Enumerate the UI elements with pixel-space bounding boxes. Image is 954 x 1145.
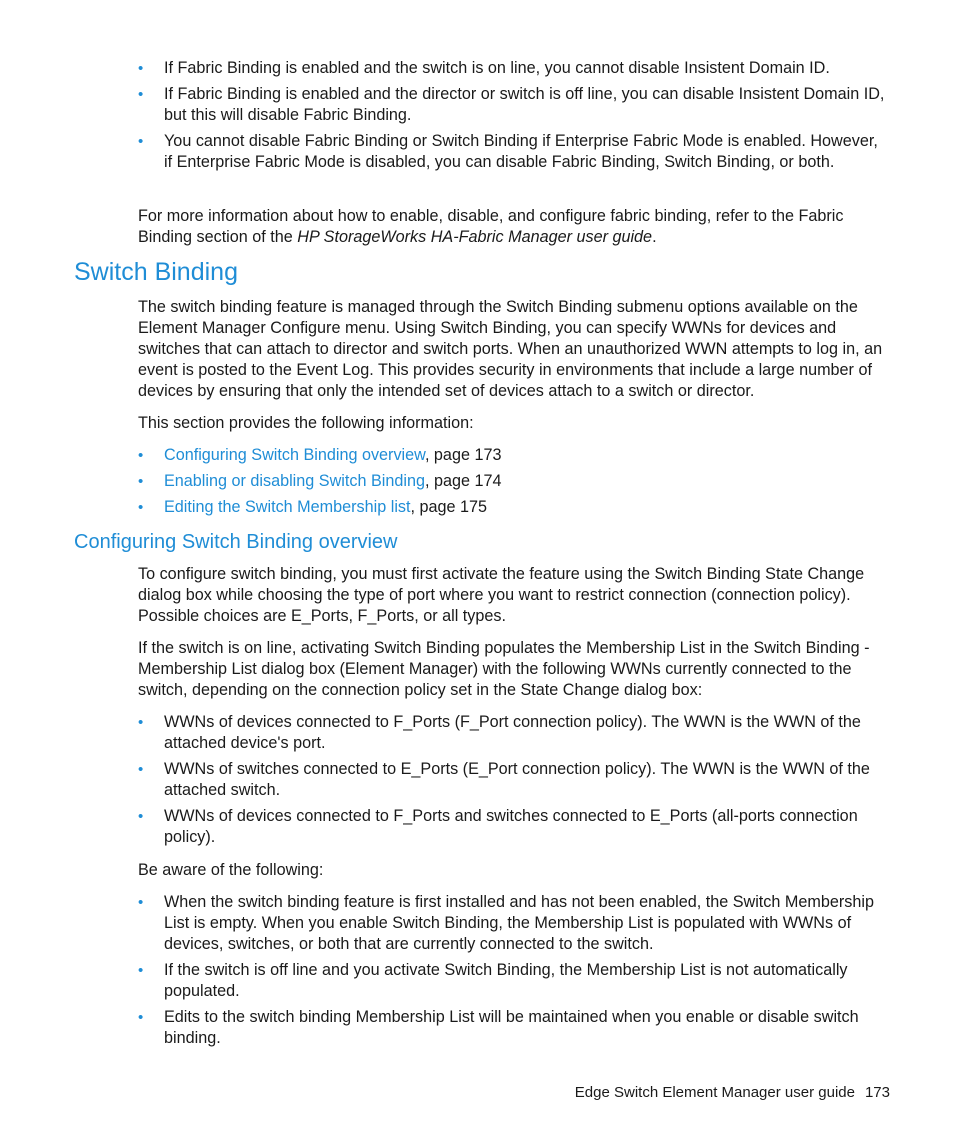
list-item: • Edits to the switch binding Membership List will be maintained when you enable or disable switch binding. (138, 1008, 859, 1047)
aware-bullet-list (138, 892, 890, 1049)
overview-para-2: If the switch is on line, activating Switch Binding populates the Membership List in the Switch Binding - Membership List dialog box (Element Manager) with the following WWNs currently connected to the switch, depending on the connection policy set in the State Change dialog box: (138, 639, 870, 699)
list-item: • If the switch is off line and you activate Switch Binding, the Membership List is not automatically populated. (138, 961, 848, 1000)
list-item: • When the switch binding feature is first installed and has not been enabled, the Switch Membership List is empty. When you enable Switch Binding, the Membership List is populated with WWNs of devices, switches, or both that are currently connected to the switch. (138, 893, 874, 953)
top-bullet-list (138, 58, 890, 173)
bullet-icon: • (138, 1009, 144, 1026)
overview-para-1: To configure switch binding, you must first activate the feature using the Switch Binding State Change dialog box while choosing the type of port where you want to restrict connection (connection policy). Possible choices are E_Ports, F_Ports, or all types. (138, 565, 865, 625)
bullet-icon: • (138, 962, 144, 979)
bullet-icon: • (138, 894, 144, 911)
aware-bullets (138, 892, 890, 1054)
link-editing-membership[interactable]: Editing the Switch Membership list (164, 498, 411, 516)
bullet-icon: • (138, 714, 144, 731)
overview-heading: Configuring Switch Binding overview (74, 531, 398, 553)
bullet-icon: • (138, 808, 144, 825)
wwn-bullet-list (138, 712, 890, 848)
link-list (138, 445, 890, 518)
list-item: • Enabling or disabling Switch Binding, page 174 (138, 472, 502, 490)
list-item: • If Fabric Binding is enabled and the switch is on line, you cannot disable Insistent Domain ID. (138, 59, 830, 77)
switch-binding-intro: The switch binding feature is managed through the Switch Binding submenu options available on the Element Manager Configure menu. Using Switch Binding, you can specify WWNs for devices and switches that can attach to director and switch ports. When an unauthorized WWN attempts to log in, an event is posted to the Event Log. This provides security in environments that include a large number of devices by ensuring that only the intended set of devices attach to a switch or director. (138, 298, 883, 400)
aware-lead: Be aware of the following: (138, 861, 324, 879)
switch-binding-heading: Switch Binding (74, 258, 238, 286)
guide-title: HP StorageWorks HA-Fabric Manager user guide (297, 228, 653, 246)
link-configuring-overview[interactable]: Configuring Switch Binding overview (164, 446, 425, 464)
list-item: • WWNs of devices connected to F_Ports (F_Port connection policy). The WWN is the WWN of the attached device's port. (138, 713, 861, 752)
bullet-icon: • (138, 86, 144, 103)
list-item: • WWNs of devices connected to F_Ports and switches connected to E_Ports (all-ports connection policy). (138, 807, 858, 846)
more-info-paragraph: For more information about how to enable, disable, and configure fabric binding, refer to the Fabric Binding section of the HP StorageWorks HA-Fabric Manager user guide. (138, 207, 844, 246)
page-footer (500, 1083, 890, 1103)
list-item: • Editing the Switch Membership list, page 175 (138, 498, 488, 516)
bullet-icon: • (138, 761, 144, 778)
bullet-icon: • (138, 447, 144, 464)
list-item: • Configuring Switch Binding overview, page 173 (138, 446, 502, 464)
fabric-binding-notes (138, 58, 890, 178)
footer-guide-title: Edge Switch Element Manager user guide (574, 1084, 855, 1101)
bullet-icon: • (138, 473, 144, 490)
page-number: 173 (864, 1084, 890, 1101)
bullet-icon: • (138, 60, 144, 77)
list-item: • If Fabric Binding is enabled and the director or switch is off line, you can disable Insistent Domain ID, but this will disable Fabric Binding. (138, 85, 885, 124)
wwn-bullets (138, 712, 890, 853)
list-item: • WWNs of switches connected to E_Ports (E_Port connection policy). The WWN is the WWN of the attached switch. (138, 760, 870, 799)
list-item: • You cannot disable Fabric Binding or Switch Binding if Enterprise Fabric Mode is enabled. However, if Enterprise Fabric Mode is disabled, you can disable Fabric Binding, Switch Binding, or both. (138, 132, 878, 171)
section-links (138, 445, 890, 523)
section-lead: This section provides the following information: (138, 414, 474, 432)
bullet-icon: • (138, 133, 144, 150)
link-enabling-disabling[interactable]: Enabling or disabling Switch Binding (164, 472, 425, 490)
bullet-icon: • (138, 499, 144, 516)
